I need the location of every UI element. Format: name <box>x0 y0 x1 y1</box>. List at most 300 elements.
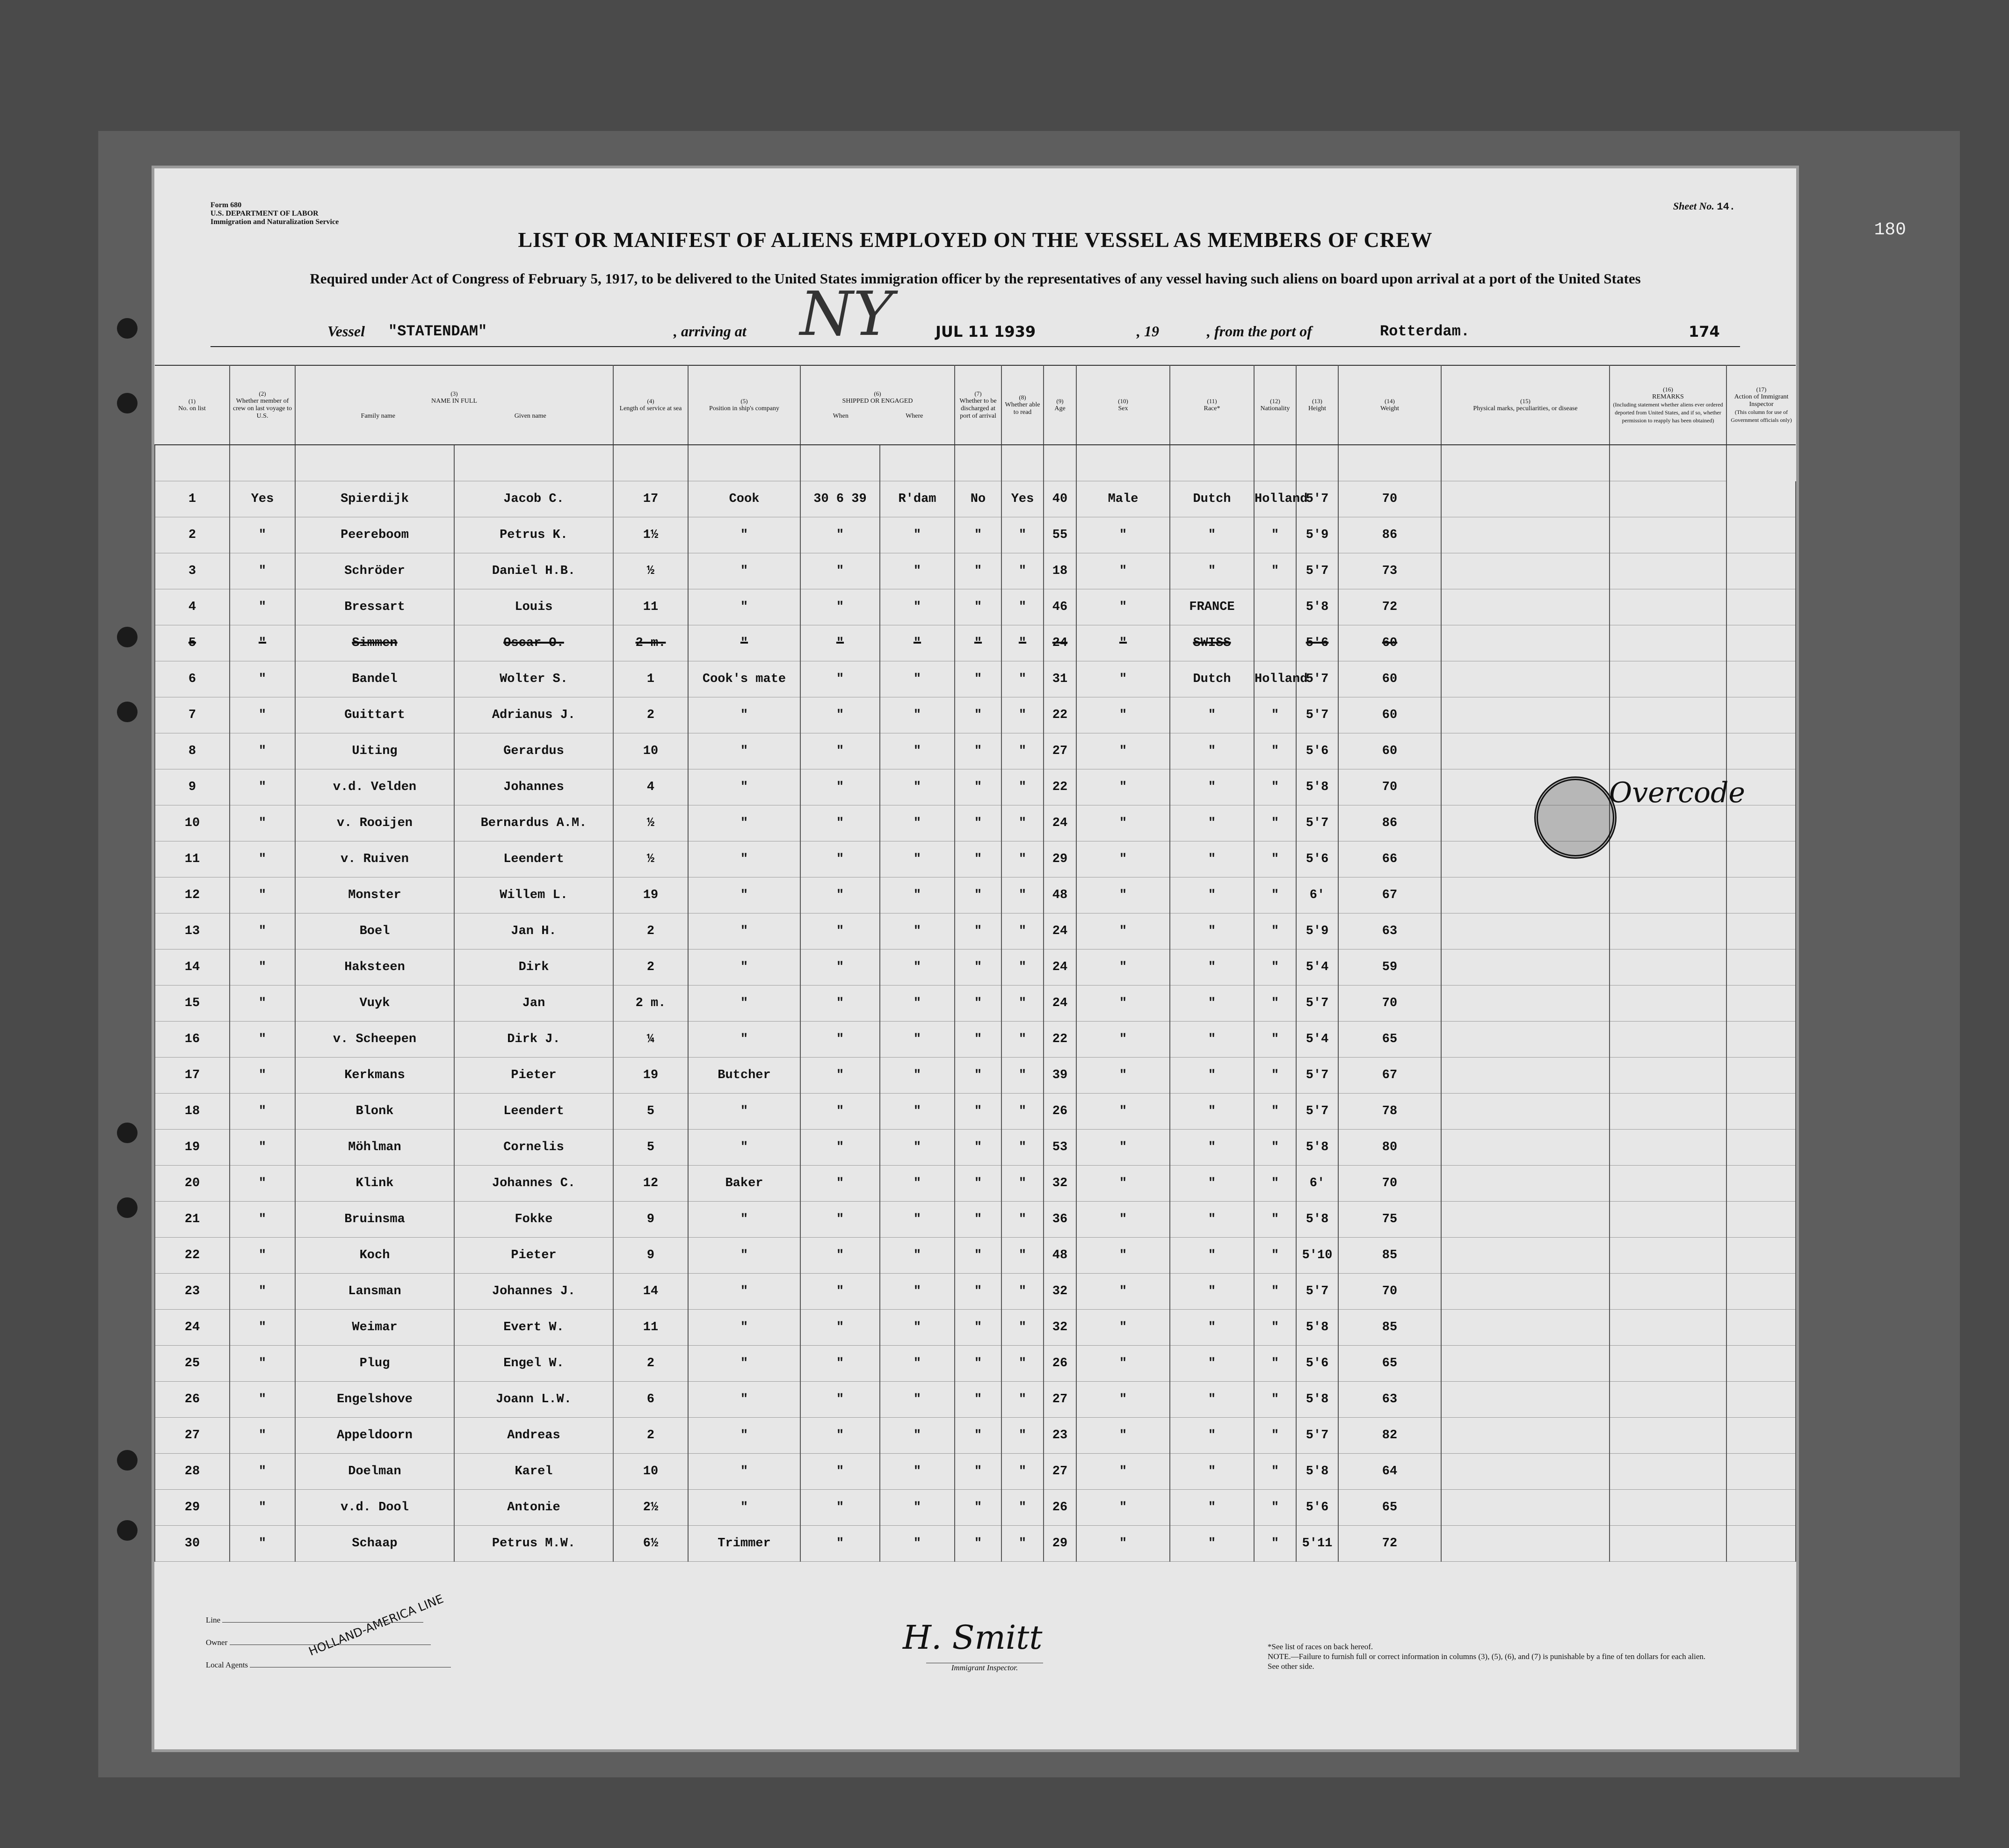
sheet-value: 14. <box>1717 201 1735 213</box>
cell-member: " <box>230 986 295 1022</box>
cell-position: " <box>688 1490 800 1526</box>
cell-discharged: " <box>955 625 1001 661</box>
cell-race: " <box>1170 697 1254 733</box>
cell-read: " <box>1001 841 1044 877</box>
cell-sex: " <box>1076 986 1170 1022</box>
cell-weight: 70 <box>1338 481 1441 517</box>
cell-height: 6' <box>1296 1166 1338 1202</box>
cell-sex: " <box>1076 589 1170 625</box>
cell-action <box>1726 1058 1796 1094</box>
cell-sex: " <box>1076 1274 1170 1310</box>
cell-when: " <box>800 553 880 589</box>
cell-physical <box>1441 1382 1610 1418</box>
cell-nationality: Holland <box>1254 661 1296 697</box>
cell-member: " <box>230 949 295 986</box>
cell-height: 5'7 <box>1296 1274 1338 1310</box>
cell-position: Butcher <box>688 1058 800 1094</box>
cell-given: Andreas <box>454 1418 613 1454</box>
cell-member: " <box>230 625 295 661</box>
cell-physical <box>1441 1202 1610 1238</box>
cell-discharged: " <box>955 841 1001 877</box>
service-name: Immigration and Naturalization Service <box>210 218 339 226</box>
cell-family: Bressart <box>295 589 454 625</box>
cell-position: " <box>688 1130 800 1166</box>
cell-where: " <box>880 1202 955 1238</box>
cell-height: 5'8 <box>1296 1202 1338 1238</box>
cell-physical <box>1441 913 1610 949</box>
cell-when: " <box>800 697 880 733</box>
fine-note: NOTE.—Failure to furnish full or correct information in columns (3), (5), (6), and (7) is punishable by a fine of ten dollars for each alien. See other side. <box>1268 1652 1706 1671</box>
cell-remarks <box>1610 805 1726 841</box>
cell-given: Jacob C. <box>454 481 613 517</box>
cell-age: 53 <box>1044 1130 1076 1166</box>
cell-nationality <box>1254 625 1296 661</box>
cell-length: 2 <box>613 913 688 949</box>
cell-action <box>1726 1490 1796 1526</box>
cell-physical <box>1441 1058 1610 1094</box>
cell-read: " <box>1001 1346 1044 1382</box>
cell-height: 5'7 <box>1296 1058 1338 1094</box>
cell-member: " <box>230 1526 295 1562</box>
cell-nationality: " <box>1254 1094 1296 1130</box>
cell-when: " <box>800 1094 880 1130</box>
cell-family: Guittart <box>295 697 454 733</box>
cell-length: 14 <box>613 1274 688 1310</box>
cell-discharged: " <box>955 1058 1001 1094</box>
page-title: LIST OR MANIFEST OF ALIENS EMPLOYED ON THE VESSEL AS MEMBERS OF CREW <box>518 228 1433 252</box>
cell-action <box>1726 661 1796 697</box>
cell-action <box>1726 1526 1796 1562</box>
cell-height: 5'8 <box>1296 1310 1338 1346</box>
cell-no: 5 <box>155 625 230 661</box>
table-row <box>155 1094 1796 1130</box>
cell-action <box>1726 877 1796 913</box>
header-age: (9) Age <box>1044 365 1076 445</box>
cell-age: 22 <box>1044 769 1076 805</box>
cell-when: " <box>800 1130 880 1166</box>
cell-read: " <box>1001 1202 1044 1238</box>
cell-member: " <box>230 1274 295 1310</box>
cell-sex: " <box>1076 733 1170 769</box>
cell-weight: 60 <box>1338 697 1441 733</box>
cell-remarks <box>1610 1094 1726 1130</box>
cell-sex: " <box>1076 625 1170 661</box>
cell-nationality: " <box>1254 877 1296 913</box>
cell-position: " <box>688 1094 800 1130</box>
cell-family: Monster <box>295 877 454 913</box>
cell-action <box>1726 517 1796 553</box>
cell-weight: 64 <box>1338 1454 1441 1490</box>
cell-family: Boel <box>295 913 454 949</box>
cell-race: " <box>1170 986 1254 1022</box>
cell-weight: 65 <box>1338 1022 1441 1058</box>
cell-sex: " <box>1076 769 1170 805</box>
cell-family: Klink <box>295 1166 454 1202</box>
cell-age: 31 <box>1044 661 1076 697</box>
cell-given: Pieter <box>454 1238 613 1274</box>
cell-nationality: " <box>1254 1202 1296 1238</box>
cell-height: 5'6 <box>1296 625 1338 661</box>
cell-race: " <box>1170 1490 1254 1526</box>
cell-no: 1 <box>155 481 230 517</box>
cell-read: " <box>1001 1454 1044 1490</box>
cell-nationality: Holland <box>1254 481 1296 517</box>
cell-action <box>1726 733 1796 769</box>
cell-discharged: " <box>955 877 1001 913</box>
cell-race: " <box>1170 1166 1254 1202</box>
cell-discharged: " <box>955 661 1001 697</box>
cell-family: Koch <box>295 1238 454 1274</box>
cell-read: " <box>1001 589 1044 625</box>
cell-when: " <box>800 1418 880 1454</box>
cell-nationality: " <box>1254 1310 1296 1346</box>
cell-action <box>1726 986 1796 1022</box>
cell-discharged: " <box>955 517 1001 553</box>
cell-member: " <box>230 841 295 877</box>
form-number: Form 680 <box>210 201 242 209</box>
cell-weight: 70 <box>1338 769 1441 805</box>
cell-when: " <box>800 1382 880 1418</box>
cell-family: v.d. Velden <box>295 769 454 805</box>
cell-age: 24 <box>1044 986 1076 1022</box>
cell-no: 25 <box>155 1346 230 1382</box>
from-port-label: , from the port of <box>1207 323 1312 340</box>
cell-physical <box>1441 625 1610 661</box>
cell-read: " <box>1001 1058 1044 1094</box>
cell-length: 2 m. <box>613 625 688 661</box>
binder-hole <box>117 318 138 339</box>
cell-height: 5'6 <box>1296 1346 1338 1382</box>
cell-height: 5'7 <box>1296 553 1338 589</box>
cell-given: Leendert <box>454 1094 613 1130</box>
footer-note <box>1268 1642 1712 1671</box>
cell-remarks <box>1610 1382 1726 1418</box>
cell-no: 6 <box>155 661 230 697</box>
cell-weight: 70 <box>1338 986 1441 1022</box>
cell-no: 17 <box>155 1058 230 1094</box>
cell-sex: " <box>1076 913 1170 949</box>
cell-given: Petrus M.W. <box>454 1526 613 1562</box>
cell-sex: " <box>1076 517 1170 553</box>
cell-read: " <box>1001 913 1044 949</box>
cell-when: " <box>800 1526 880 1562</box>
cell-when: " <box>800 661 880 697</box>
cell-remarks <box>1610 1238 1726 1274</box>
cell-sex: " <box>1076 1346 1170 1382</box>
cell-family: Möhlman <box>295 1130 454 1166</box>
cell-when: " <box>800 841 880 877</box>
cell-where: " <box>880 877 955 913</box>
cell-given: Willem L. <box>454 877 613 913</box>
header-remarks: (16) REMARKS (Including statement whether aliens ever ordered deported from United States, and if so, whether permission to reapply has been obtained) <box>1610 365 1726 445</box>
table-row <box>155 553 1796 589</box>
cell-length: 2 <box>613 1418 688 1454</box>
cell-position: " <box>688 1202 800 1238</box>
cell-no: 22 <box>155 1238 230 1274</box>
cell-physical <box>1441 1526 1610 1562</box>
cell-discharged: " <box>955 1310 1001 1346</box>
table-row <box>155 481 1796 517</box>
cell-where: " <box>880 1310 955 1346</box>
cell-length: 11 <box>613 589 688 625</box>
cell-sex: " <box>1076 805 1170 841</box>
header-shipped: (6) SHIPPED OR ENGAGED When Where <box>800 365 955 445</box>
cell-sex: " <box>1076 661 1170 697</box>
cell-nationality: " <box>1254 1130 1296 1166</box>
cell-physical <box>1441 1094 1610 1130</box>
cell-no: 28 <box>155 1454 230 1490</box>
table-row <box>155 1202 1796 1238</box>
cell-member: " <box>230 877 295 913</box>
cell-discharged: " <box>955 1346 1001 1382</box>
cell-age: 32 <box>1044 1166 1076 1202</box>
header-no: (1) No. on list <box>155 365 230 445</box>
cell-nationality: " <box>1254 1526 1296 1562</box>
cell-nationality: " <box>1254 553 1296 589</box>
header-action: (17) Action of Immigrant Inspector (This column for use of Government officials only) <box>1726 365 1796 445</box>
cell-race: " <box>1170 1346 1254 1382</box>
cell-family: Simmen <box>295 625 454 661</box>
cell-when: " <box>800 877 880 913</box>
cell-nationality: " <box>1254 949 1296 986</box>
cell-length: 11 <box>613 1310 688 1346</box>
table-row <box>155 625 1796 661</box>
cell-where: " <box>880 1418 955 1454</box>
cell-height: 5'7 <box>1296 1094 1338 1130</box>
cell-height: 5'10 <box>1296 1238 1338 1274</box>
cell-sex: " <box>1076 877 1170 913</box>
cell-family: Haksteen <box>295 949 454 986</box>
cell-remarks <box>1610 1490 1726 1526</box>
cell-weight: 63 <box>1338 1382 1441 1418</box>
cell-when: 30 6 39 <box>800 481 880 517</box>
cell-weight: 63 <box>1338 913 1441 949</box>
cell-read: " <box>1001 1310 1044 1346</box>
cell-given: Pieter <box>454 1058 613 1094</box>
cell-given: Evert W. <box>454 1310 613 1346</box>
cell-age: 26 <box>1044 1490 1076 1526</box>
cell-race: " <box>1170 1454 1254 1490</box>
cell-family: Bandel <box>295 661 454 697</box>
table-row <box>155 697 1796 733</box>
cell-age: 22 <box>1044 1022 1076 1058</box>
cell-physical <box>1441 1238 1610 1274</box>
cell-sex: " <box>1076 841 1170 877</box>
inspector-signature: H. Smitt <box>903 1618 1043 1657</box>
cell-no: 4 <box>155 589 230 625</box>
cell-discharged: " <box>955 1202 1001 1238</box>
cell-given: Wolter S. <box>454 661 613 697</box>
cell-when: " <box>800 1454 880 1490</box>
cell-height: 5'7 <box>1296 697 1338 733</box>
cell-no: 18 <box>155 1094 230 1130</box>
cell-member: " <box>230 517 295 553</box>
cell-height: 5'7 <box>1296 805 1338 841</box>
table-row <box>155 733 1796 769</box>
cell-where: " <box>880 986 955 1022</box>
cell-family: Peereboom <box>295 517 454 553</box>
cell-member: " <box>230 1130 295 1166</box>
cell-member: " <box>230 589 295 625</box>
header-height: (13) Height <box>1296 365 1338 445</box>
cell-race: " <box>1170 1418 1254 1454</box>
arrival-date-stamp: JUL 11 1939 <box>936 323 1036 341</box>
cell-race: " <box>1170 553 1254 589</box>
cell-position: " <box>688 517 800 553</box>
cell-height: 5'4 <box>1296 949 1338 986</box>
cell-weight: 85 <box>1338 1310 1441 1346</box>
cell-physical <box>1441 949 1610 986</box>
cell-discharged: " <box>955 1274 1001 1310</box>
vessel-name: "STATENDAM" <box>388 323 487 340</box>
cell-given: Johannes <box>454 769 613 805</box>
cell-no: 7 <box>155 697 230 733</box>
cell-given: Daniel H.B. <box>454 553 613 589</box>
cell-weight: 60 <box>1338 661 1441 697</box>
cell-nationality <box>1254 589 1296 625</box>
cell-sex: " <box>1076 949 1170 986</box>
cell-race: " <box>1170 769 1254 805</box>
cell-discharged: " <box>955 1130 1001 1166</box>
cell-weight: 60 <box>1338 733 1441 769</box>
cell-action <box>1726 481 1796 517</box>
header-name: (3) NAME IN FULL Family name Given name <box>295 365 613 445</box>
cell-physical <box>1441 986 1610 1022</box>
cell-read: " <box>1001 625 1044 661</box>
cell-length: 10 <box>613 733 688 769</box>
cell-race: " <box>1170 1130 1254 1166</box>
cell-race: " <box>1170 949 1254 986</box>
cell-length: 10 <box>613 1454 688 1490</box>
cell-member: " <box>230 1094 295 1130</box>
cell-when: " <box>800 1346 880 1382</box>
cell-nationality: " <box>1254 805 1296 841</box>
cell-family: Weimar <box>295 1310 454 1346</box>
cell-position: Trimmer <box>688 1526 800 1562</box>
cell-height: 5'7 <box>1296 661 1338 697</box>
cell-when: " <box>800 1490 880 1526</box>
cell-position: " <box>688 986 800 1022</box>
cell-height: 5'9 <box>1296 913 1338 949</box>
cell-sex: " <box>1076 1526 1170 1562</box>
cell-given: Cornelis <box>454 1130 613 1166</box>
cell-weight: 65 <box>1338 1346 1441 1382</box>
cell-where: " <box>880 1058 955 1094</box>
cell-when: " <box>800 517 880 553</box>
table-row <box>155 1310 1796 1346</box>
cell-no: 19 <box>155 1130 230 1166</box>
cell-weight: 80 <box>1338 1130 1441 1166</box>
cell-action <box>1726 1418 1796 1454</box>
cell-read: " <box>1001 733 1044 769</box>
cell-remarks <box>1610 553 1726 589</box>
cell-nationality: " <box>1254 841 1296 877</box>
binder-hole <box>117 627 138 647</box>
cell-action <box>1726 1130 1796 1166</box>
cell-action <box>1726 1346 1796 1382</box>
cell-nationality: " <box>1254 986 1296 1022</box>
cell-given: Antonie <box>454 1490 613 1526</box>
cell-member: " <box>230 697 295 733</box>
cell-weight: 75 <box>1338 1202 1441 1238</box>
line-label: Line <box>206 1616 221 1624</box>
cell-race: " <box>1170 1310 1254 1346</box>
cell-action <box>1726 1310 1796 1346</box>
cell-action <box>1726 805 1796 841</box>
cell-position: " <box>688 1274 800 1310</box>
cell-where: " <box>880 625 955 661</box>
cell-age: 48 <box>1044 877 1076 913</box>
cell-no: 15 <box>155 986 230 1022</box>
cell-when: " <box>800 733 880 769</box>
cell-family: v. Ruiven <box>295 841 454 877</box>
header-read: (8) Whether able to read <box>1001 365 1044 445</box>
cell-race: " <box>1170 733 1254 769</box>
cell-position: Baker <box>688 1166 800 1202</box>
cell-remarks <box>1610 877 1726 913</box>
cell-position: " <box>688 589 800 625</box>
cell-no: 26 <box>155 1382 230 1418</box>
cell-sex: " <box>1076 1058 1170 1094</box>
cell-nationality: " <box>1254 733 1296 769</box>
cell-remarks <box>1610 1130 1726 1166</box>
cell-no: 21 <box>155 1202 230 1238</box>
cell-member: " <box>230 1238 295 1274</box>
cell-where: " <box>880 1022 955 1058</box>
cell-remarks <box>1610 949 1726 986</box>
cell-length: 19 <box>613 1058 688 1094</box>
cell-nationality: " <box>1254 1022 1296 1058</box>
table-row <box>155 1382 1796 1418</box>
cell-sex: " <box>1076 1454 1170 1490</box>
cell-physical <box>1441 1418 1610 1454</box>
cell-sex: " <box>1076 1202 1170 1238</box>
cell-height: 5'9 <box>1296 517 1338 553</box>
cell-length: 2 <box>613 1346 688 1382</box>
table-row <box>155 1166 1796 1202</box>
cell-length: 6½ <box>613 1526 688 1562</box>
cell-race: " <box>1170 1382 1254 1418</box>
cell-no: 12 <box>155 877 230 913</box>
cell-physical <box>1441 1346 1610 1382</box>
cell-read: " <box>1001 1490 1044 1526</box>
cell-nationality: " <box>1254 1418 1296 1454</box>
cell-physical <box>1441 661 1610 697</box>
crew-manifest-table <box>154 365 1796 1562</box>
year-label: , 19 <box>1137 323 1159 340</box>
cell-length: ½ <box>613 805 688 841</box>
cell-read: " <box>1001 986 1044 1022</box>
cell-physical <box>1441 589 1610 625</box>
cell-member: Yes <box>230 481 295 517</box>
races-note: *See list of races on back hereof. <box>1268 1642 1373 1651</box>
table-row <box>155 1418 1796 1454</box>
cell-action <box>1726 1274 1796 1310</box>
cell-sex: " <box>1076 1238 1170 1274</box>
cell-age: 24 <box>1044 949 1076 986</box>
cell-remarks <box>1610 517 1726 553</box>
cell-height: 5'7 <box>1296 986 1338 1022</box>
cell-given: Jan <box>454 986 613 1022</box>
cell-physical <box>1441 1130 1610 1166</box>
cell-family: Blonk <box>295 1094 454 1130</box>
cell-remarks <box>1610 1202 1726 1238</box>
cell-race: Dutch <box>1170 481 1254 517</box>
cell-length: 9 <box>613 1238 688 1274</box>
cell-age: 24 <box>1044 805 1076 841</box>
cell-weight: 65 <box>1338 1490 1441 1526</box>
cell-family: Schröder <box>295 553 454 589</box>
